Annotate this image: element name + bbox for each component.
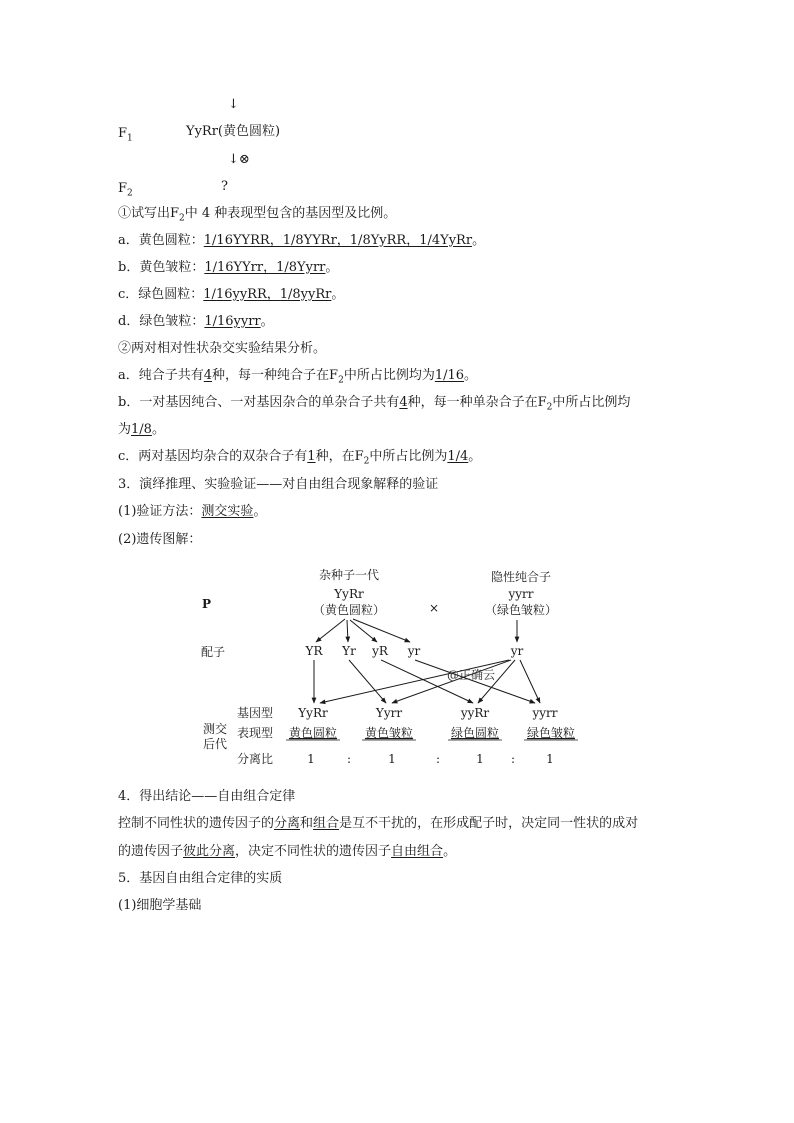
- offspring-genotype: yyRr: [460, 706, 490, 720]
- arrow-Yr-Yyrr: [349, 660, 386, 703]
- arrow-yr2-yyrr: [520, 660, 540, 703]
- q1-b: b．黄色皱粒：1/16YYrr，1/8Yyrr。: [118, 260, 339, 275]
- q2-heading: ②两对相对性状杂交实验结果分析。: [118, 341, 327, 356]
- parent2-phenotype: （绿色皱粒）: [484, 603, 558, 617]
- arrow-p1-yr: [353, 619, 410, 642]
- row-phenotype-label: 表现型: [237, 726, 274, 740]
- gamete-label: 配子: [201, 645, 226, 659]
- gamete-yr-1: yr: [407, 644, 421, 658]
- q2-c: c．两对基因均杂合的双杂合子有1种，在$F_2$中所占比例为1/4。: [118, 449, 482, 467]
- q2-b: b．一对基因纯合、一对基因杂合的单杂合子共有4种，每一种单杂合子在$F_2$中所占比例均: [118, 395, 631, 413]
- cross-arrow-selfing: ↓⊗: [228, 152, 250, 167]
- p-label: P: [202, 597, 212, 611]
- s3-method: (1)验证方法：测交实验。: [118, 504, 267, 519]
- parent1-title: 杂种子一代: [318, 568, 380, 582]
- ratio-value: 1: [476, 752, 484, 766]
- ratio-value: 1: [388, 752, 396, 766]
- ratio-colon: :: [435, 752, 441, 766]
- cross-arrow-1: ↓: [228, 97, 239, 112]
- s4-heading: 4．得出结论——自由组合定律: [118, 789, 296, 804]
- q1-heading: ①试写出$F_2$中 4 种表现型包含的基因型及比例。: [118, 206, 397, 224]
- arrow-p1-Yr: [347, 620, 348, 642]
- gamete-Yr: Yr: [342, 644, 356, 658]
- s4-line2: 的遗传因子彼此分离，决定不同性状的遗传因子自由组合。: [118, 844, 457, 859]
- q1-d: d．绿色皱粒：1/16yyrr。: [118, 314, 274, 329]
- gamete-YR: YR: [305, 644, 323, 658]
- parent2-title: 隐性纯合子: [490, 570, 552, 584]
- parent2-genotype: yyrr: [508, 587, 534, 601]
- q1-c: c．绿色圆粒：1/16yyRR，1/8yyRr。: [118, 287, 345, 302]
- cross-symbol: ×: [428, 601, 440, 615]
- offspring-genotype: Yyrr: [375, 706, 403, 720]
- ratio-colon: :: [346, 752, 352, 766]
- s5-heading: 5．基因自由组合定律的实质: [118, 871, 283, 886]
- row-genotype-label: 基因型: [237, 706, 274, 720]
- row-ratio-label: 分离比: [237, 752, 274, 766]
- ratio-colon: :: [510, 752, 516, 766]
- q2-a: a．纯合子共有4种，每一种纯合子在$F_2$中所占比例均为1/16。: [118, 368, 478, 386]
- s4-line1: 控制不同性状的遗传因子的分离和组合是互不干扰的，在形成配子时，决定同一性状的成对: [118, 816, 639, 831]
- arrow-p1-YR: [316, 619, 345, 642]
- offspring-phenotype: 黄色圆粒: [288, 726, 338, 740]
- testcross-label-1: 测交: [203, 722, 228, 736]
- s3-diagram-heading: (2)遗传图解：: [118, 532, 202, 547]
- watermark: @正确云: [447, 668, 496, 682]
- ratio-value: 1: [546, 752, 554, 766]
- gamete-yr-2: yr: [510, 644, 524, 658]
- ratio-value: 1: [307, 752, 315, 766]
- parent1-phenotype: （黄色圆粒）: [312, 603, 386, 617]
- f1-genotype: YyRr(黄色圆粒): [186, 124, 281, 139]
- q2-b-cont: 为1/8。: [118, 422, 165, 437]
- q1-a: a．黄色圆粒：1/16YYRR，1/8YYRr，1/8YyRR，1/4YyRr。: [118, 233, 486, 248]
- offspring-phenotype: 绿色皱粒: [526, 726, 576, 740]
- f2-value: ?: [221, 179, 228, 194]
- offspring-genotype: YyRr: [298, 706, 328, 720]
- parent1-genotype: YyRr: [334, 587, 364, 601]
- testcross-label-2: 后代: [203, 737, 228, 751]
- offspring-phenotype: 黄色皱粒: [364, 726, 414, 740]
- offspring-genotype: yyrr: [532, 706, 558, 720]
- offspring-phenotype: 绿色圆粒: [450, 726, 500, 740]
- gamete-yR: yR: [372, 644, 388, 658]
- f2-label: $F_2$: [118, 181, 133, 199]
- f1-label: $F_1$: [118, 126, 133, 144]
- s5-sub1: (1)细胞学基础: [118, 898, 202, 913]
- s3-heading: 3．演绎推理、实验验证——对自由组合现象解释的验证: [118, 477, 439, 492]
